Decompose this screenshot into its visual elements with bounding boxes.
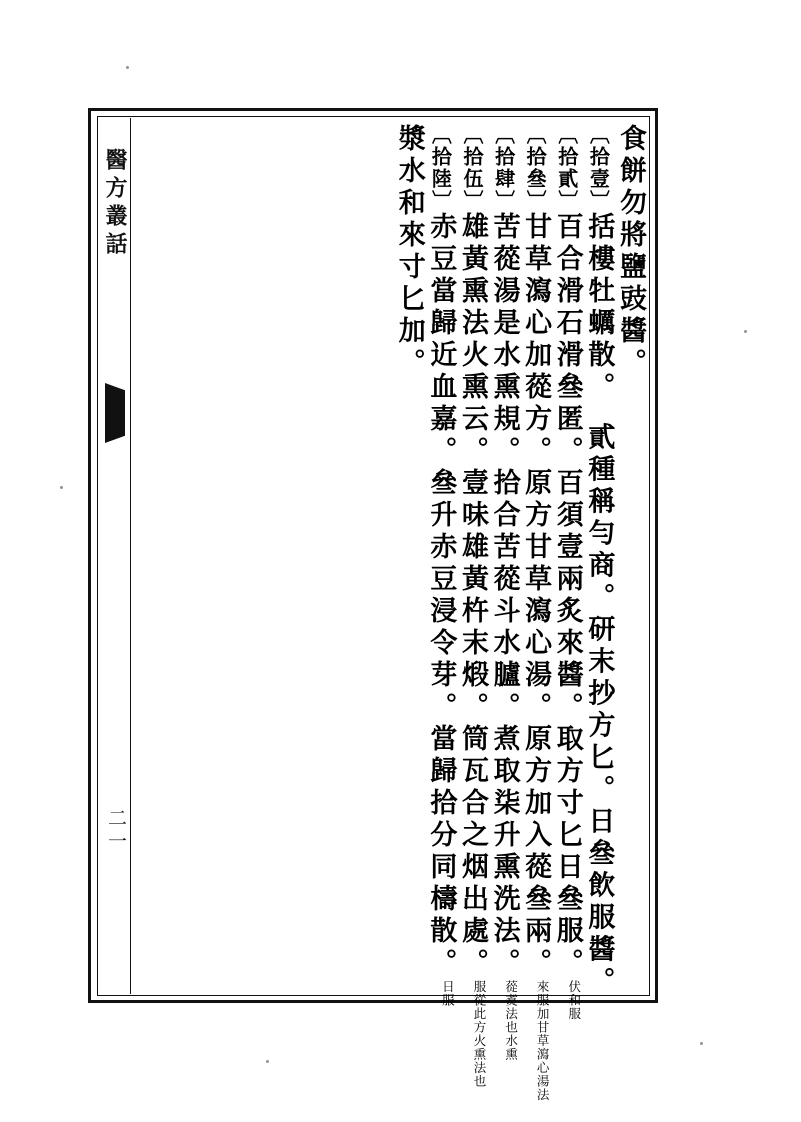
column-number: 〔拾陸〕: [428, 124, 453, 212]
scan-speck: [700, 1042, 703, 1045]
column-text: 赤豆當歸近血嘉。叄升赤豆浸令芽。當歸拾分同檮散。: [425, 212, 457, 980]
column-text: 雄黃熏法火熏云。壹味雄黃杵末煅。筒瓦合之烟出處。: [456, 212, 488, 980]
column-text: 食餅勿將鹽豉醬。: [615, 124, 646, 380]
scan-speck: [744, 330, 747, 333]
column-number: 〔拾叄〕: [523, 124, 548, 212]
column-number: 〔拾貳〕: [554, 124, 579, 212]
spine-fish-tail-mark: [105, 383, 125, 443]
text-column: [488, 124, 520, 1061]
interlinear-note: 來服加甘草瀉心湯法: [535, 980, 551, 1102]
text-column: [425, 124, 457, 1007]
interlinear-note: 日服: [440, 980, 456, 1007]
column-text: 百合滑石滑叄匿。百須壹兩炙來醬。取方寸匕日叄服。: [551, 212, 583, 980]
scan-speck: [126, 66, 129, 69]
text-column: [551, 124, 583, 1021]
spine-page-number: 二一: [105, 808, 127, 854]
interlinear-note: 蓯煑法也水熏: [503, 980, 519, 1061]
column-number: 〔拾壹〕: [586, 124, 611, 212]
column-text: 甘草瀉心加蓯方。原方甘草瀉心湯。原方加入蓯叄兩。: [520, 212, 552, 980]
text-column: [520, 124, 552, 1102]
text-column: [456, 124, 488, 1088]
column-number: 〔拾伍〕: [459, 124, 484, 212]
scan-speck: [266, 1060, 269, 1063]
spine-title: 醫方叢話: [102, 148, 128, 260]
scan-speck: [60, 486, 63, 489]
column-text: 漿水和來寸匕加。: [393, 124, 425, 380]
interlinear-note: 服從此方火熏法也: [471, 980, 487, 1088]
column-text: 苦蓯湯是水熏規。拾合苦蓯斗水臚。煮取柒升熏洗法。: [488, 212, 520, 980]
column-number: 〔拾肆〕: [491, 124, 516, 212]
text-body: [130, 124, 646, 1102]
page-spine: [99, 118, 131, 994]
column-text: 括樓牡蠣散。 貳種稱勻商。研末抄方匕。日叄飲服醬。: [583, 212, 615, 999]
text-column: [394, 124, 423, 982]
interlinear-note: 伏和服: [566, 980, 582, 1021]
text-column: [583, 124, 615, 999]
text-column: [615, 124, 644, 982]
